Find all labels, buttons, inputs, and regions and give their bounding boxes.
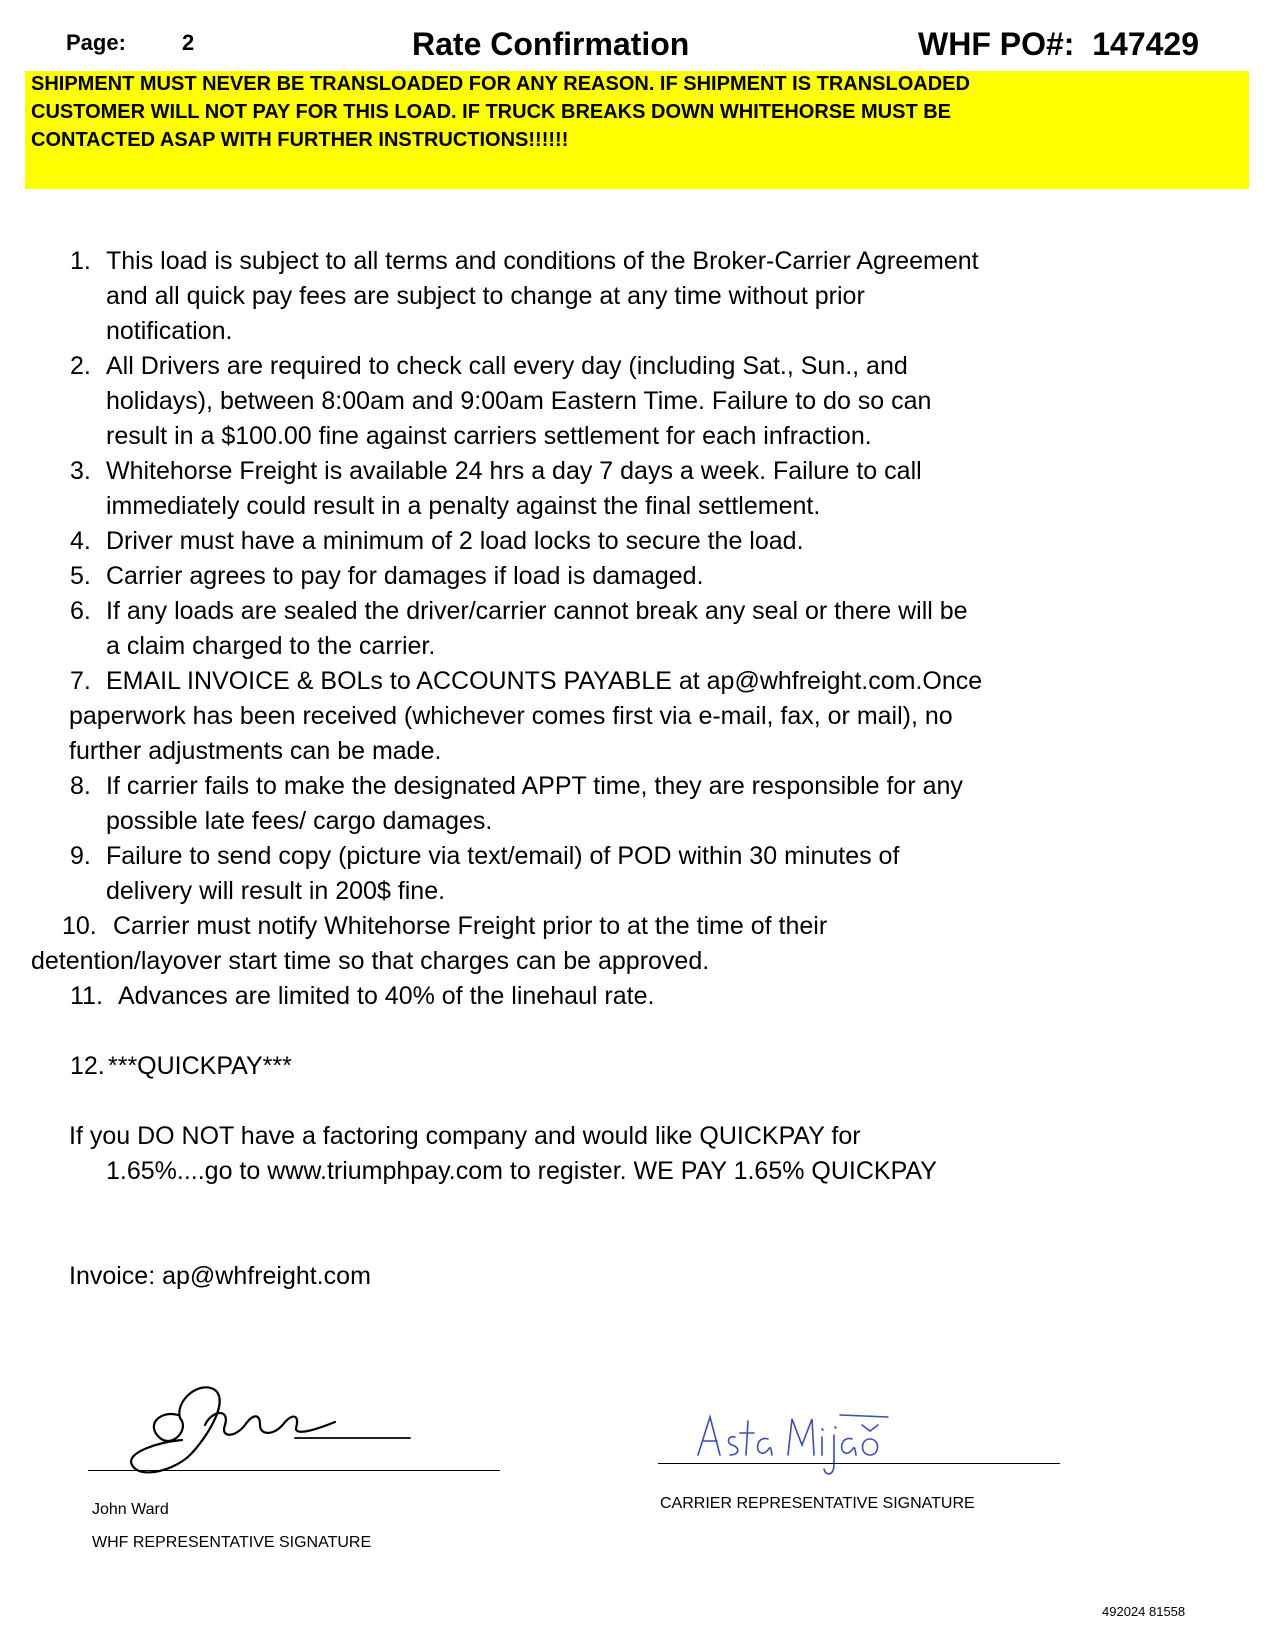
whf-signature-line xyxy=(88,1470,500,1471)
term-number: 12. xyxy=(70,1052,105,1080)
term-line: ***QUICKPAY*** xyxy=(108,1052,292,1080)
term-line: This load is subject to all terms and conditions of the Broker-Carrier Agreement xyxy=(106,247,979,275)
term-number: 3. xyxy=(70,457,91,485)
term-number: 8. xyxy=(70,772,91,800)
term-number: 10. xyxy=(62,912,97,940)
po-number-heading xyxy=(918,26,1199,63)
term-line: Carrier must notify Whitehorse Freight prior to at the time of their xyxy=(113,912,828,940)
carrier-handwritten-signature xyxy=(690,1405,900,1485)
warning-line: CUSTOMER WILL NOT PAY FOR THIS LOAD. IF TRUCK BREAKS DOWN WHITEHORSE MUST BE xyxy=(31,101,952,123)
po-number: 147429 xyxy=(1092,26,1199,62)
term-line: All Drivers are required to check call every day (including Sat., Sun., and xyxy=(106,352,908,380)
term-number: 2. xyxy=(70,352,91,380)
quickpay-note-line: If you DO NOT have a factoring company and would like QUICKPAY for xyxy=(69,1122,861,1150)
term-line: Advances are limited to 40% of the linehaul rate. xyxy=(118,982,655,1010)
carrier-signature-line xyxy=(658,1463,1060,1464)
term-line: detention/layover start time so that charges can be approved. xyxy=(31,947,710,975)
invoice-email: Invoice: ap@whfreight.com xyxy=(69,1262,371,1290)
term-line: If any loads are sealed the driver/carrier cannot break any seal or there will be xyxy=(106,597,968,625)
term-line: EMAIL INVOICE & BOLs to ACCOUNTS PAYABLE at ap@whfreight.com.Once xyxy=(106,667,983,695)
term-number: 7. xyxy=(70,667,91,695)
term-number: 11. xyxy=(70,982,103,1010)
po-label: WHF PO#: xyxy=(918,26,1075,62)
warning-banner xyxy=(25,71,1249,189)
term-line: further adjustments can be made. xyxy=(69,737,442,765)
warning-line: SHIPMENT MUST NEVER BE TRANSLOADED FOR ANY REASON. IF SHIPMENT IS TRANSLOADED xyxy=(31,73,970,95)
term-line: Carrier agrees to pay for damages if load is damaged. xyxy=(106,562,704,590)
term-line: and all quick pay fees are subject to change at any time without prior xyxy=(106,282,865,310)
term-line: a claim charged to the carrier. xyxy=(106,632,436,660)
footer-code: 492024 81558 xyxy=(1102,1604,1186,1619)
term-line: immediately could result in a penalty against the final settlement. xyxy=(106,492,821,520)
term-number: 9. xyxy=(70,842,91,870)
page-number: 2 xyxy=(182,30,195,55)
whf-signature-caption: WHF REPRESENTATIVE SIGNATURE xyxy=(92,1534,372,1551)
warning-line: CONTACTED ASAP WITH FURTHER INSTRUCTIONS!!!!!! xyxy=(31,129,569,151)
term-line: possible late fees/ cargo damages. xyxy=(106,807,493,835)
term-line: paperwork has been received (whichever comes first via e-mail, fax, or mail), no xyxy=(69,702,953,730)
term-number: 4. xyxy=(70,527,91,555)
term-line: If carrier fails to make the designated APPT time, they are responsible for any xyxy=(106,772,963,800)
term-line: Driver must have a minimum of 2 load locks to secure the load. xyxy=(106,527,804,555)
term-number: 1. xyxy=(70,247,91,275)
term-number: 5. xyxy=(70,562,91,590)
whf-handwritten-signature xyxy=(120,1370,420,1490)
term-line: result in a $100.00 fine against carriers settlement for each infraction. xyxy=(106,422,872,450)
term-line: Failure to send copy (picture via text/email) of POD within 30 minutes of xyxy=(106,842,900,870)
quickpay-note-line: 1.65%....go to www.triumphpay.com to register. WE PAY 1.65% QUICKPAY xyxy=(106,1157,937,1185)
term-line: delivery will result in 200$ fine. xyxy=(106,877,446,905)
page-label: Page: xyxy=(66,30,126,55)
term-line: notification. xyxy=(106,317,233,345)
whf-signer-name: John Ward xyxy=(92,1501,169,1518)
carrier-signature-caption: CARRIER REPRESENTATIVE SIGNATURE xyxy=(660,1495,975,1512)
term-line: holidays), between 8:00am and 9:00am Eastern Time. Failure to do so can xyxy=(106,387,932,415)
term-number: 6. xyxy=(70,597,91,625)
term-line: Whitehorse Freight is available 24 hrs a day 7 days a week. Failure to call xyxy=(106,457,922,485)
document-title: Rate Confirmation xyxy=(412,26,690,62)
